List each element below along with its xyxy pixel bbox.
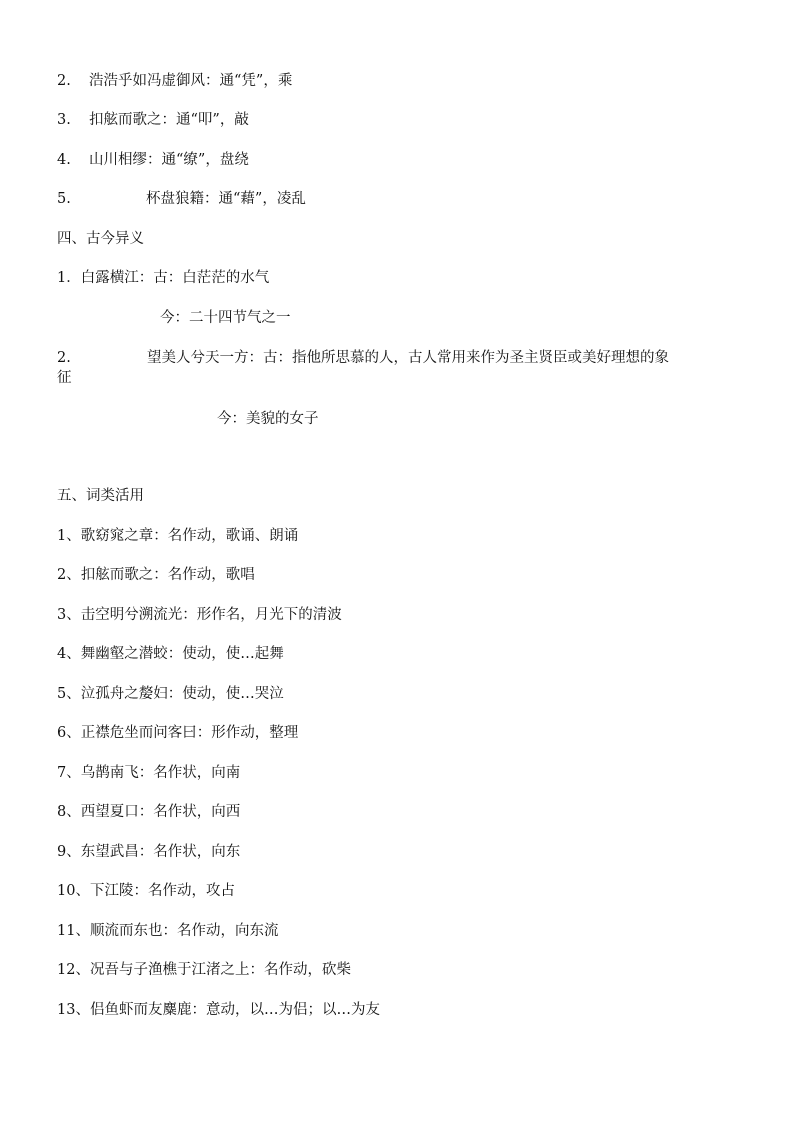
gujin-item-2 [57, 348, 737, 388]
cilei-item: 4、舞幽壑之潜蛟：使动，使…起舞 [57, 646, 284, 662]
cilei-item: 1、歌窈窕之章：名作动，歌诵、朗诵 [57, 528, 299, 544]
cilei-item: 8、西望夏口：名作状，向西 [57, 804, 241, 820]
item-text: 浩浩乎如冯虚御风：通“凭”，乘 [89, 73, 293, 89]
cilei-item: 13、侣鱼虾而友麋鹿：意动，以…为侣；以…为友 [57, 1002, 380, 1018]
item-text: 扣舷而歌之：通“叩”，敲 [89, 112, 249, 128]
section-heading: 五、词类活用 [57, 488, 144, 504]
item-number: 4. [57, 152, 71, 168]
cilei-item: 10、下江陵：名作动，攻占 [57, 883, 235, 899]
item-number: 5. [57, 191, 71, 207]
gujin-item-2-modern: 今：美貌的女子 [217, 411, 319, 427]
gujin-item-1: 1．白露横江：古：白茫茫的水气 [57, 270, 270, 286]
cilei-item: 2、扣舷而歌之：名作动，歌唱 [57, 567, 255, 583]
cilei-item: 6、正襟危坐而问客曰：形作动，整理 [57, 725, 299, 741]
cilei-item: 3、击空明兮溯流光：形作名，月光下的清波 [57, 607, 342, 623]
item-number: 3. [57, 112, 71, 128]
gujin-item-1-modern: 今：二十四节气之一 [160, 310, 291, 326]
item-number: 2. [57, 73, 71, 89]
cilei-item: 5、泣孤舟之嫠妇：使动，使…哭泣 [57, 686, 284, 702]
cilei-item: 11、顺流而东也：名作动，向东流 [57, 923, 279, 939]
cilei-item: 7、乌鹊南飞：名作状，向南 [57, 765, 241, 781]
section-heading: 四、古今异义 [57, 231, 144, 247]
item-text: 杯盘狼籍：通“藉”，凌乱 [146, 191, 306, 207]
cilei-item: 12、况吾与子渔樵于江渚之上：名作动，砍柴 [57, 962, 351, 978]
tongjia-item [57, 190, 306, 208]
cilei-item: 9、东望武昌：名作状，向东 [57, 844, 241, 860]
tongjia-item [57, 111, 249, 129]
item-text: 山川相缪：通“缭”，盘绕 [89, 152, 249, 168]
item-text-wrap: 征 [57, 370, 72, 386]
item-number: 2. [57, 350, 71, 366]
item-text: 望美人兮天一方：古：指他所思慕的人，古人常用来作为圣主贤臣或美好理想的象 [147, 350, 669, 366]
tongjia-item [57, 151, 249, 169]
tongjia-item [57, 72, 292, 90]
